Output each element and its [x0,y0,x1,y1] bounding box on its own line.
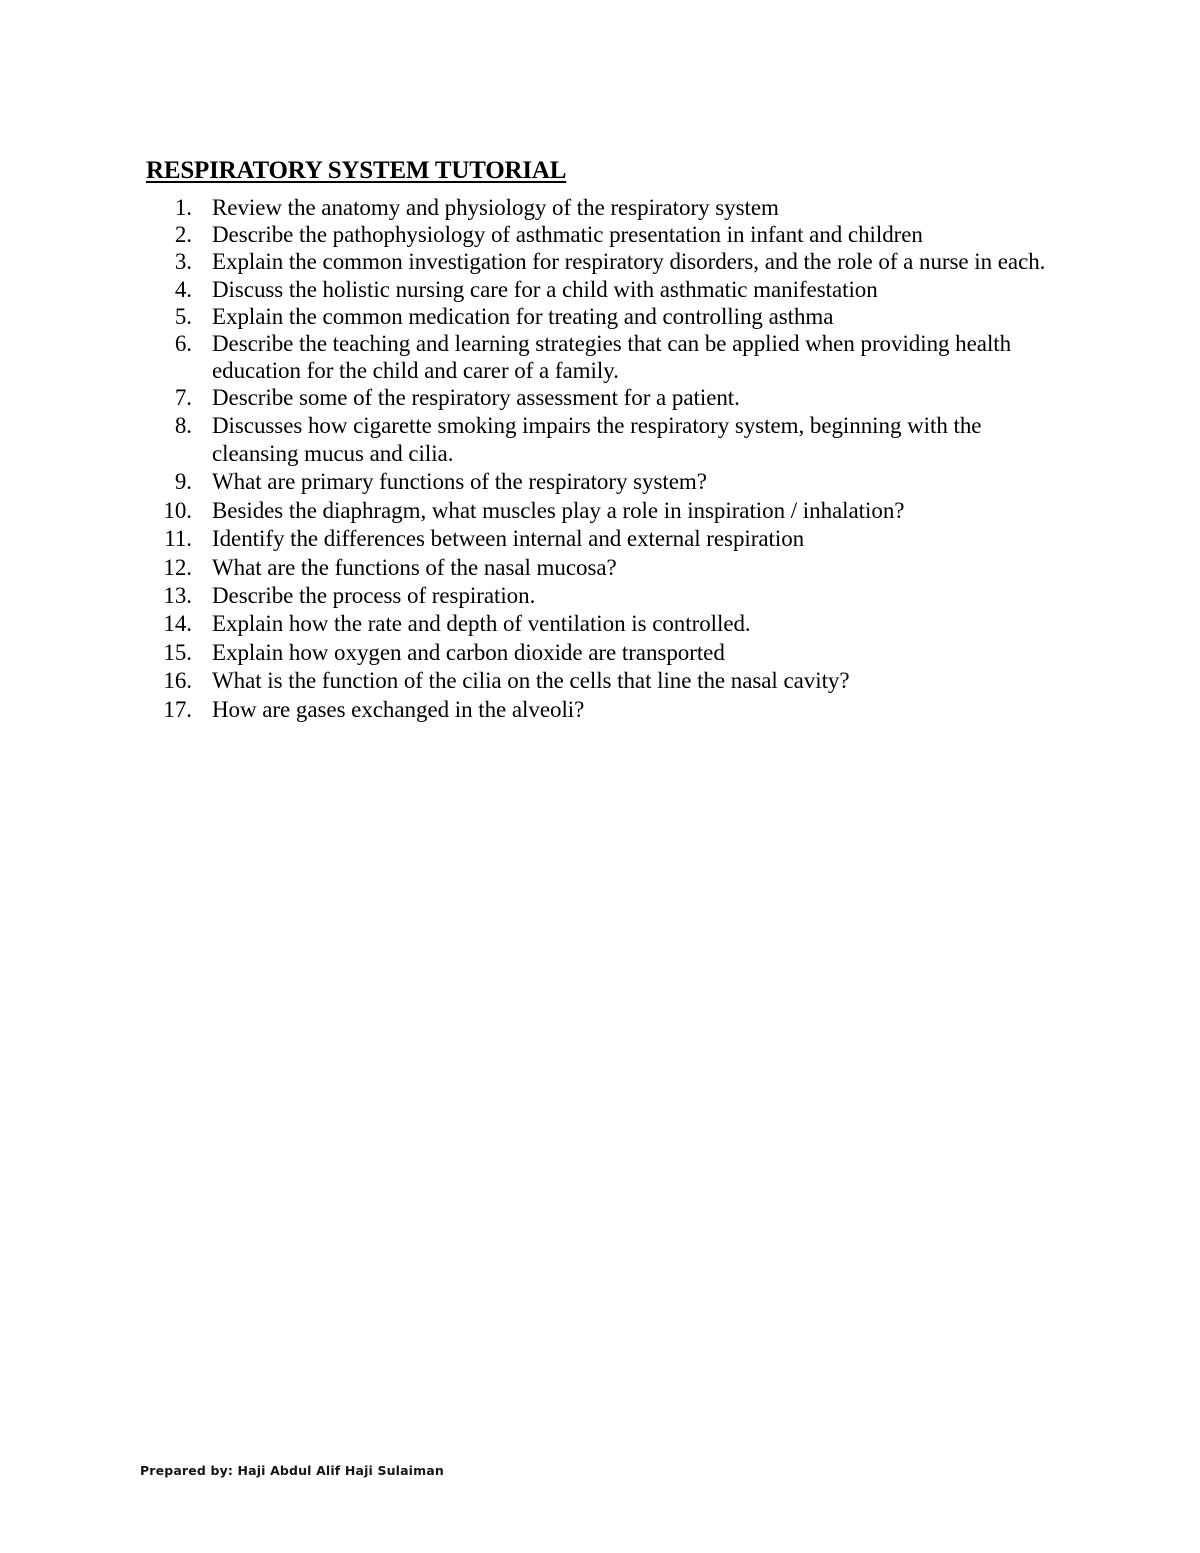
list-item [146,194,1046,221]
list-item-text: Explain the common investigation for respiratory disorders, and the role of a nurse in each. [212,249,1046,275]
list-item-number: 10. [163,497,192,523]
list-item-number: 16. [163,668,192,694]
list-item-number: 11. [164,526,192,552]
list-item-number: 13. [163,583,192,609]
list-item [146,639,1046,667]
list-item-number: 14. [163,611,192,637]
list-item-text: Describe some of the respiratory assessment for a patient. [212,385,740,411]
list-item [146,667,1046,695]
question-list [146,194,1046,724]
list-item-number: 3. [174,249,192,275]
list-item-text: What are the functions of the nasal mucosa? [212,554,617,580]
list-item-text: Explain how oxygen and carbon dioxide are transported [212,639,725,665]
list-item [146,696,1046,724]
list-item [146,384,1046,411]
list-item-number: 5. [174,303,192,329]
list-item-number: 2. [174,222,192,248]
list-item-text: How are gases exchanged in the alveoli? [212,696,585,722]
list-item-number: 12. [163,554,192,580]
list-item-number: 7. [174,385,192,411]
list-item [146,330,1046,384]
page-title: RESPIRATORY SYSTEM TUTORIAL [146,156,567,184]
list-item-number: 9. [174,469,192,495]
list-item [146,276,1046,303]
list-item [146,582,1046,610]
list-item-text: Describe the pathophysiology of asthmatic presentation in infant and children [212,222,923,248]
list-item-text: Describe the process of respiration. [212,583,536,609]
list-item-text: Identify the differences between internal and external respiration [212,526,805,552]
list-item-text: Discuss the holistic nursing care for a child with asthmatic manifestation [212,276,878,302]
list-item [146,525,1046,553]
list-item-number: 8. [174,412,192,438]
footer-prepared-by: Prepared by: Haji Abdul Alif Haji Sulaiman [140,1463,444,1478]
list-item [146,303,1046,330]
list-item-text: Discusses how cigarette smoking impairs the respiratory system, beginning with the cleansing mucus and cilia. [212,412,982,467]
list-item-number: 4. [174,276,192,302]
list-item [146,221,1046,248]
list-item-number: 6. [174,331,192,357]
list-item-text: Describe the teaching and learning strategies that can be applied when providing health education for the child and carer of a family. [212,331,1012,384]
list-item-text: What are primary functions of the respiratory system? [212,469,707,495]
list-item [146,610,1046,638]
list-item-text: Explain the common medication for treating and controlling asthma [212,303,834,329]
list-item-number: 15. [163,639,192,665]
list-item [146,497,1046,525]
list-item-text: What is the function of the cilia on the cells that line the nasal cavity? [212,668,850,694]
list-item-text: Review the anatomy and physiology of the respiratory system [212,195,779,220]
list-item [146,468,1046,496]
list-item [146,248,1046,275]
list-item-number: 1. [174,195,192,220]
list-item-number: 17. [163,696,192,722]
list-item [146,412,1046,469]
list-item-text: Explain how the rate and depth of ventilation is controlled. [212,611,751,637]
list-item-text: Besides the diaphragm, what muscles play a role in inspiration / inhalation? [212,497,905,523]
list-item [146,554,1046,582]
